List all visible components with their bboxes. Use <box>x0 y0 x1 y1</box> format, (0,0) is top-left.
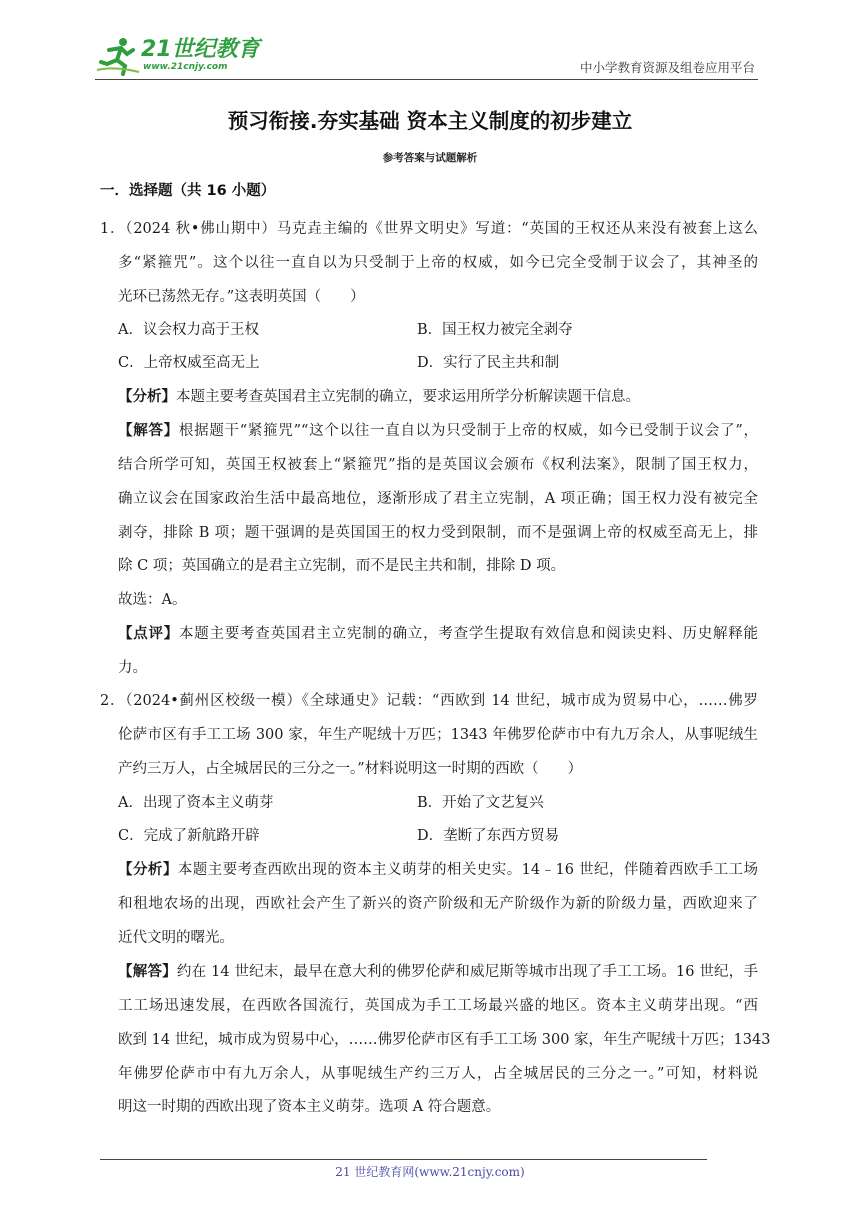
analysis-tag: 【分析】 <box>118 388 176 405</box>
q1-option-d: D．实行了民主共和制 <box>417 355 560 371</box>
logo-brand-text: 21世纪教育 <box>141 37 260 62</box>
page-header <box>95 36 755 78</box>
q2-analysis-first-line <box>118 860 758 880</box>
q1-option-c: C．上帝权威至高无上 <box>118 355 260 371</box>
section-heading: 一．选择题（共 16 小题） <box>100 183 276 199</box>
q1-answer-line: 剥夺，排除 B 项；题干强调的是英国国王的权力受到限制，而不是强调上帝的权威至高无上，排 <box>118 525 758 541</box>
q1-comment-first-line <box>118 624 758 644</box>
q2-option-c: C．完成了新航路开辟 <box>118 828 260 844</box>
q2-answer-line: 工工场迅速发展，在西欧各国流行，英国成为手工工场最兴盛的地区。资本主义萌芽出现。“西 <box>118 998 758 1014</box>
q1-option-a: A．议会权力高于王权 <box>118 322 259 338</box>
q2-stem-line: 伦萨市区有手工工场 300 家，年生产呢绒十万匹；1343 年佛罗伦萨市中有九万余人，从事呢绒生 <box>118 727 758 743</box>
q2-option-d: D．垄断了东西方贸易 <box>417 828 560 844</box>
q2-analysis-line: 和租地农场的出现，西欧社会产生了新兴的资产阶级和无产阶级作为新的阶级力量，西欧迎来了 <box>118 896 758 912</box>
q2-option-b: B．开始了文艺复兴 <box>417 795 544 811</box>
q1-option-b: B．国王权力被完全剥夺 <box>417 322 573 338</box>
q1-stem-line: 光环已荡然无存。”这表明英国（ ） <box>118 289 365 305</box>
header-tagline: 中小学教育资源及组卷应用平台 <box>579 60 755 75</box>
q2-stem-line: 产约三万人，占全城居民的三分之一。”材料说明这一时期的西欧（ ） <box>118 761 583 777</box>
analysis-tag: 【分析】 <box>118 861 178 878</box>
q2-answer-line: 年佛罗伦萨市中有九万余人，从事呢绒生产约三万人，占全城居民的三分之一。”可知，材料说 <box>118 1066 758 1082</box>
answer-text: 根据题干“紧箍咒”“这个以往一直自以为只受制于上帝的权威，如今已受制于议会了”， <box>178 423 758 439</box>
q2-analysis-line: 近代文明的曙光。 <box>118 930 234 946</box>
header-divider <box>95 79 758 80</box>
q1-stem-line: 多“紧箍咒”。这个以往一直自以为只受制于上帝的权威，如今已完全受制于议会了，其神圣的 <box>118 255 758 271</box>
q1-answer-first-line <box>118 421 758 441</box>
q1-answer-line: 除 C 项；英国确立的是君主立宪制，而不是民主共和制，排除 D 项。 <box>118 558 566 574</box>
comment-tag: 【点评】 <box>118 625 180 642</box>
answer-text: 约在 14 世纪末，最早在意大利的佛罗伦萨和威尼斯等城市出现了手工工场。16 世纪，手 <box>176 964 758 980</box>
page-subtitle: 参考答案与试题解析 <box>382 152 478 164</box>
q2-stem-line: 2．（2024•蓟州区校级一模）《全球通史》记载：“西欧到 14 世纪，城市成为贸易中心，……佛罗 <box>100 693 758 709</box>
q1-stem-line: 1．（2024 秋•佛山期中）马克垚主编的《世界文明史》写道：“英国的王权还从来没有被套上这么 <box>100 221 758 237</box>
q2-answer-line: 欧到 14 世纪，城市成为贸易中心，……佛罗伦萨市区有手工工场 300 家，年生产呢绒十万匹；1343 <box>118 1032 771 1048</box>
comment-text: 本题主要考查英国君主立宪制的确立，考查学生提取有效信息和阅读史料、历史解释能 <box>179 626 759 642</box>
q1-comment-line: 力。 <box>118 660 147 676</box>
analysis-text: 本题主要考查英国君主立宪制的确立，要求运用所学分析解读题干信息。 <box>176 389 640 405</box>
q2-answer-line: 明这一时期的西欧出现了资本主义萌芽。选项 A 符合题意。 <box>118 1099 501 1115</box>
page-title: 预习衔接.夯实基础 资本主义制度的初步建立 <box>227 109 633 133</box>
q1-choice: 故选：A。 <box>118 592 187 608</box>
q2-option-a: A．出现了资本主义萌芽 <box>118 795 274 811</box>
logo-url-text: www.21cnjy.com <box>143 62 228 72</box>
analysis-text: 本题主要考查西欧出现的资本主义萌芽的相关史实。14﹣16 世纪，伴随着西欧手工工场 <box>177 862 759 878</box>
q2-answer-first-line <box>118 962 758 982</box>
runner-logo-icon <box>95 36 141 76</box>
answer-tag: 【解答】 <box>118 422 179 439</box>
q1-answer-line: 确立议会在国家政治生活中最高地位，逐渐形成了君主立宪制，A 项正确；国王权力没有被完全 <box>118 491 758 507</box>
site-logo[interactable] <box>95 36 265 78</box>
footer-divider <box>100 1159 707 1160</box>
answer-tag: 【解答】 <box>118 963 177 980</box>
page-footer[interactable]: 21 世纪教育网(www.21cnjy.com) <box>335 1165 525 1179</box>
q1-analysis <box>118 387 640 407</box>
q1-answer-line: 结合所学可知，英国王权被套上“紧箍咒”指的是英国议会颁布《权利法案》，限制了国王权力， <box>118 457 758 473</box>
